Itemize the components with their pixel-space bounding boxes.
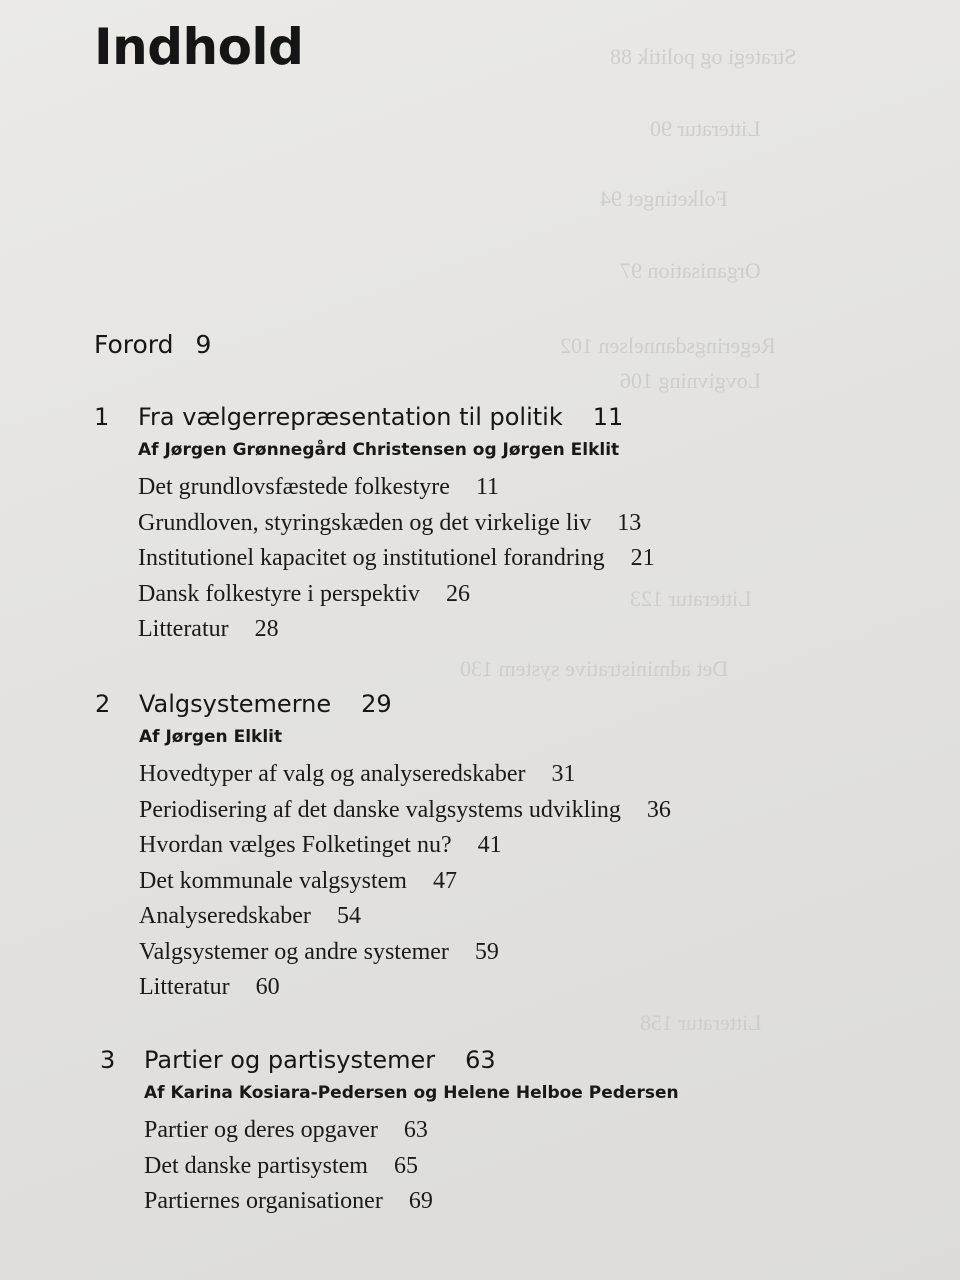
chapter-author: Af Jørgen Grønnegård Christensen og Jørgen Elklit: [138, 440, 620, 460]
toc-entry[interactable]: [144, 1149, 920, 1185]
toc-entry[interactable]: [144, 1113, 920, 1149]
section-list: [138, 470, 914, 648]
chapter-2: [95, 689, 915, 1006]
toc-entry[interactable]: [139, 935, 915, 971]
entry-title: Hovedtyper af valg og analyseredskaber: [139, 761, 526, 787]
chapter-heading[interactable]: [100, 1045, 920, 1075]
chapter-title: Fra vælgerrepræsentation til politik: [138, 403, 563, 431]
toc-entry[interactable]: [139, 970, 915, 1006]
entry-page: 54: [336, 903, 361, 929]
section-list: [139, 757, 915, 1006]
chapter-number: 3: [100, 1046, 116, 1074]
bleed-through-text: Litteratur 90: [650, 116, 761, 141]
entry-page: 60: [255, 974, 280, 1000]
chapter-page: 63: [465, 1046, 496, 1074]
chapter-page: 11: [592, 403, 624, 431]
entry-page: 21: [630, 545, 655, 571]
entry-page: 65: [393, 1152, 418, 1179]
bleed-through-text: Litteratur 158: [640, 1010, 762, 1035]
entry-title: Grundloven, styringskæden og det virkelige liv: [138, 509, 592, 536]
toc-entry[interactable]: [139, 793, 915, 829]
toc-entry[interactable]: [138, 541, 914, 577]
bleed-through-text: Lovgivning 106: [620, 368, 762, 393]
foreword-label: Forord: [94, 330, 174, 359]
entry-title: Litteratur: [139, 974, 230, 1000]
chapter-author: Af Jørgen Elklit: [139, 727, 283, 747]
entry-title: Valgsystemer og andre systemer: [139, 938, 449, 965]
chapter-number: 2: [95, 690, 111, 718]
toc-entry[interactable]: [139, 899, 915, 935]
entry-title: Partier og deres opgaver: [144, 1117, 378, 1143]
chapter-1: [94, 402, 914, 648]
entry-page: 47: [432, 867, 457, 894]
entry-title: Analyseredskaber: [139, 903, 311, 929]
chapter-heading[interactable]: [94, 402, 914, 432]
entry-page: 26: [445, 580, 470, 607]
toc-entry[interactable]: [138, 612, 914, 648]
toc-entry[interactable]: [138, 577, 914, 613]
toc-entry[interactable]: [138, 506, 914, 542]
toc-entry[interactable]: [144, 1184, 920, 1220]
bleed-through-text: Litteratur 123: [630, 586, 752, 611]
entry-title: Det kommunale valgsystem: [139, 867, 407, 894]
toc-entry[interactable]: [139, 828, 915, 864]
entry-title: Hvordan vælges Folketinget nu?: [139, 832, 452, 858]
entry-page: 13: [617, 509, 642, 536]
toc-entry[interactable]: [139, 864, 915, 900]
entry-title: Det grundlovsfæstede folkestyre: [138, 474, 450, 500]
chapter-heading[interactable]: [95, 689, 915, 719]
entry-page: 59: [474, 938, 499, 965]
toc-entry[interactable]: [138, 470, 914, 506]
bleed-through-text: Folketinget 94: [600, 186, 728, 211]
bleed-through-text: Regeringsdannelsen 102: [560, 333, 776, 358]
entry-title: Partiernes organisationer: [144, 1188, 383, 1214]
entry-title: Det danske partisystem: [144, 1152, 368, 1179]
entry-title: Periodisering af det danske valgsystems udvikling: [139, 796, 621, 823]
section-list: [144, 1113, 920, 1220]
entry-page: 36: [646, 796, 671, 823]
bleed-through-text: Det administrative system 130: [460, 656, 729, 681]
entry-title: Dansk folkestyre i perspektiv: [138, 580, 420, 607]
page-title: Indhold: [94, 18, 304, 76]
toc-entry-foreword[interactable]: [94, 330, 211, 359]
chapter-title: Valgsystemerne: [139, 690, 332, 718]
toc-entry[interactable]: [139, 757, 915, 793]
chapter-author: Af Karina Kosiara-Pedersen og Helene Helboe Pedersen: [144, 1083, 679, 1103]
chapter-3: [100, 1045, 920, 1220]
entry-page: 28: [254, 616, 279, 642]
entry-page: 31: [551, 761, 576, 787]
entry-page: 41: [477, 832, 502, 858]
entry-title: Institutionel kapacitet og institutionel forandring: [138, 545, 605, 571]
entry-page: 69: [408, 1188, 433, 1214]
chapter-number: 1: [94, 403, 110, 431]
foreword-page: 9: [195, 330, 212, 359]
bleed-through-text: Organisation 97: [620, 258, 761, 283]
bleed-through-text: Strategi og politik 88: [610, 44, 797, 69]
entry-page: 11: [475, 474, 500, 500]
entry-page: 63: [403, 1117, 428, 1143]
chapter-title: Partier og partisystemer: [144, 1046, 436, 1074]
entry-title: Litteratur: [138, 616, 229, 642]
chapter-page: 29: [361, 690, 392, 718]
